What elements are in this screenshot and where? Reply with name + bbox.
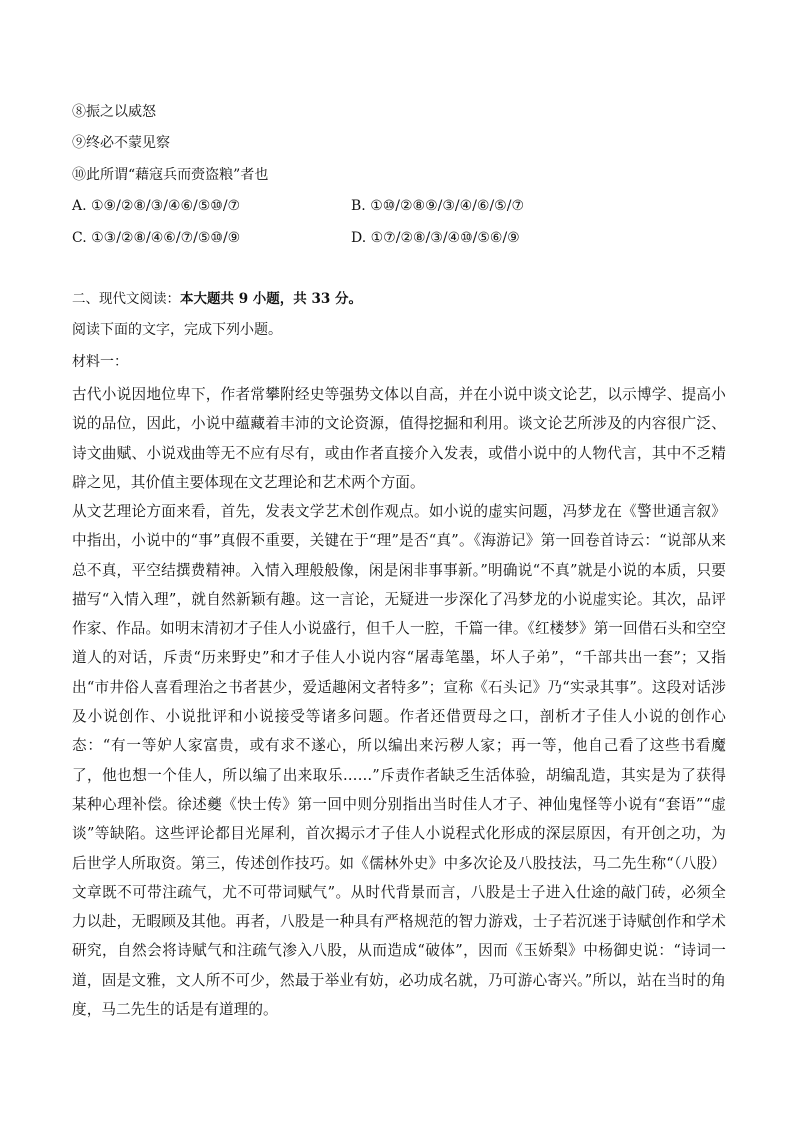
option-d: D. ①⑦/②⑧/③/④⑩/⑤⑥/⑨ [351, 230, 520, 246]
paragraph-2: 从文艺理论方面来看，首先，发表文学艺术创作观点。如小说的虚实问题，冯梦龙在《警世通言叙》中指出，小说中的“事”真假不重要，关键在于“理”是否“真”。《海游记》第一回卷首诗云：“说部从来总不真，平空结撰费精神。入情入理般般像，闲是闲非事事新。”明确说“不真”就是小说的本质，只要描写“入情入理”，就自然新颖有趣。这一言论，无疑进一步深化了冯梦龙的小说虚实论。其次，品评作家、作品。如明末清初才子佳人小说盛行，但千人一腔，千篇一律。《红楼梦》第一回借石头和空空道人的对话，斥责“历来野史”和才子佳人小说内容“屠毒笔墨，坏人子弟”，“千部共出一套”；又指出“市井俗人喜看理治之书者甚少，爱适趣闲文者特多”；宣称《石头记》乃“实录其事”。这段对话涉及小说创作、小说批评和小说接受等诸多问题。作者还借贾母之口，剖析才子佳人小说的创作心态：“有一等妒人家富贵，或有求不遂心，所以编出来污秽人家；再一等，他自己看了这些书看魔了，他也想一个佳人，所以编了出来取乐……”斥责作者缺乏生活体验，胡编乱造，其实是为了获得某种心理补偿。徐述夔《快士传》第一回中则分别指出当时佳人才子、神仙鬼怪等小说有“套语”“虚谈”等缺陷。这些评论都目光犀利，首次揭示才子佳人小说程式化形成的深层原因，有开创之功，为后世学人所取资。第三，传述创作技巧。如《儒林外史》中多次论及八股技法，马二先生称“（八股）文章既不可带注疏气，尤不可带词赋气”。从时代背景而言，八股是士子进入仕途的敲门砖，必须全力以赴，无暇顾及其他。再者，八股是一种具有严格规范的智力游戏，士子若沉迷于诗赋创作和学术研究，自然会将诗赋气和注疏气渗入八股，从而造成“破体”，因而《玉娇梨》中杨御史说：“诗词一道，固是文雅，文人所不可少，然最于举业有妨，必功成名就，乃可游心寄兴。”所以，站在当时的角度，马二先生的话是有道理的。 [72, 503, 726, 1019]
paragraph-1: 古代小说因地位卑下，作者常攀附经史等强势文体以自高，并在小说中谈文论艺，以示博学、提高小说的品位，因此，小说中蕴藏着丰沛的文论资源，值得挖掘和利用。谈文论艺所涉及的内容很广泛、诗文曲赋、小说戏曲等无不应有尽有，或由作者直接介入发表，或借小说中的人物代言，其中不乏精辟之见，其价值主要体现在文艺理论和艺术两个方面。 [72, 386, 726, 491]
section-heading-prefix: 二、现代文阅读： [72, 291, 180, 307]
section-instruction: 阅读下面的文字，完成下列小题。 [72, 322, 282, 338]
item-8: ⑧振之以威怒 [72, 104, 156, 120]
section-heading-bold: 本大题共 9 小题，共 33 分。 [180, 291, 362, 307]
item-9: ⑨终必不蒙见察 [72, 135, 170, 151]
option-c: C. ①③/②⑧/④⑥/⑦/⑤⑩/⑨ [72, 230, 241, 246]
section-heading [72, 289, 362, 309]
option-a: A. ①⑨/②⑧/③/④⑥/⑤⑩/⑦ [72, 198, 241, 214]
option-b: B. ①⑩/②⑧⑨/③/④/⑥/⑤/⑦ [351, 198, 524, 214]
item-10: ⑩此所谓“藉寇兵而赍盗粮”者也 [72, 167, 269, 183]
material-label: 材料一： [72, 354, 128, 370]
